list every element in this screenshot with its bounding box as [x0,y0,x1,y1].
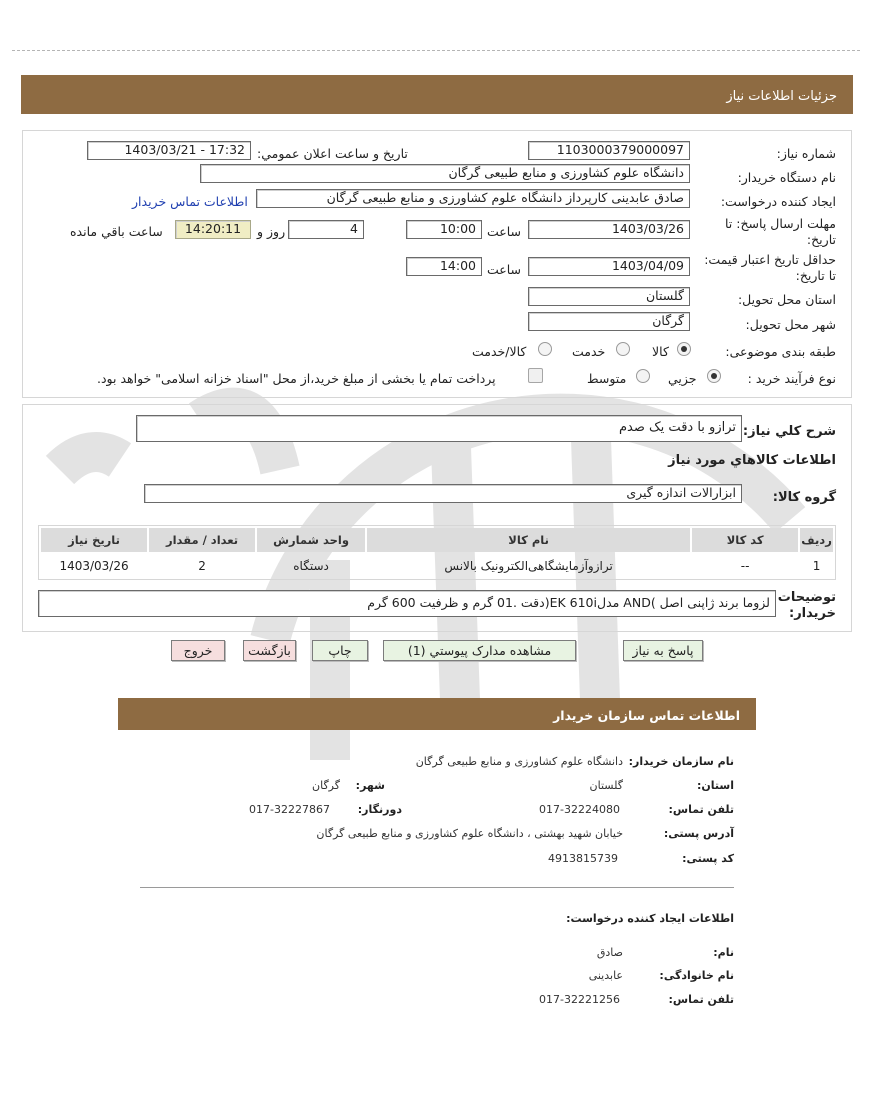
days-field: 4 [288,220,364,239]
row-qty-cell: 2 [198,559,206,573]
validity-time-label: ساعت [487,262,522,277]
goods-group-label: گروه کالا: [772,490,836,505]
process-medium-radio[interactable] [636,369,650,383]
category-both-radio[interactable] [538,342,552,356]
contact-title: اطلاعات تماس سازمان خریدار [553,708,740,723]
city-label: شهر محل تحویل: [745,317,836,332]
contact-fax-label: دورنگار: [357,803,402,816]
category-label: طبقه بندی موضوعی: [725,344,836,359]
col-row-header: رديف [800,528,833,552]
creator-field: صادق عابدینی کارپرداز دانشگاه علوم کشاورزی و منابع طبیعی گرگان [256,189,690,208]
buyer-notes-field: لزوما برند ژاپنی اصل )AND مدلEK 610i(دقت .01 گرم و ظرفیت 600 گرم [38,590,776,617]
contact-postal-value: 4913815739 [548,852,618,865]
contact-address-value: خیابان شهید بهشتی ، دانشگاه علوم کشاورزی و منابع طبیعی گرگان [316,827,623,840]
creator-name-value: صادق [596,946,623,959]
buyer-notes-label: توضیحات خریدار: [777,590,836,621]
col-name-header: نام کالا [367,528,690,552]
process-label: نوع فرآیند خرید : [747,371,836,386]
category-goods-radio[interactable] [677,342,691,356]
validity-date-field: 1403/04/09 [528,257,690,276]
contact-province-value: گلستان [589,779,623,792]
need-number-label: شماره نیاز: [776,146,836,161]
contact-city-label: شهر: [355,779,385,792]
need-number-field: 1103000379000097 [528,141,690,160]
exit-button[interactable]: خروج [171,640,225,661]
row-date-cell: 1403/03/26 [59,559,129,573]
contact-province-label: استان: [697,779,734,792]
creator-family-value: عابدینی [588,969,623,982]
province-field: گلستان [528,287,690,306]
top-divider [12,50,860,51]
deadline-date-field: 1403/03/26 [528,220,690,239]
treasury-payment-checkbox[interactable] [528,368,543,383]
table-row [41,554,833,578]
buyer-contact-link[interactable]: اطلاعات تماس خریدار [132,194,248,209]
creator-name-label: نام: [713,946,734,959]
details-header [21,75,853,114]
contact-phone-label: تلفن تماس: [668,803,734,816]
days-label: روز و [257,224,286,239]
process-minor-radio[interactable] [707,369,721,383]
contact-org-label: نام سازمان خریدار: [628,755,734,768]
announce-label: تاريخ و ساعت اعلان عمومي: [257,146,408,161]
goods-group-field: ابزارالات اندازه گیری [144,484,742,503]
treasury-payment-note: پرداخت تمام یا بخشی از مبلغ خرید،از محل "اسناد خزانه اسلامی" خواهد بود. [97,371,496,386]
category-goods-label: کالا [652,344,669,359]
details-title: جزئیات اطلاعات نیاز [726,89,837,104]
description-field: ترازو با دقت یک صدم [136,415,742,442]
contact-postal-label: کد پستی: [682,852,734,865]
creator-label: ایجاد کننده درخواست: [720,194,836,209]
creator-phone-label: تلفن تماس: [668,993,734,1006]
contact-divider [140,887,734,888]
creator-phone-value: 017-32221256 [539,993,620,1006]
category-service-radio[interactable] [616,342,630,356]
reply-button[interactable]: پاسخ به نیاز [623,640,703,661]
col-unit-header: واحد شمارش [257,528,365,552]
validity-label: حداقل تاریخ اعتبار قیمت: تا تاریخ: [704,252,836,283]
creator-family-label: نام خانوادگی: [659,969,734,982]
validity-time-field: 14:00 [406,257,482,276]
category-service-label: خدمت [572,344,606,359]
col-date-header: تاریخ نیاز [41,528,147,552]
remaining-label: ساعت باقي مانده [70,224,163,239]
items-table [39,526,835,580]
row-code-cell: -- [740,559,750,573]
row-number-cell: 1 [812,559,821,573]
col-qty-header: تعداد / مقدار [149,528,255,552]
description-label: شرح كلي نياز: [742,424,836,439]
deadline-time-field: 10:00 [406,220,482,239]
contact-fax-value: 017-32227867 [249,803,330,816]
deadline-time-label: ساعت [487,224,522,239]
row-unit-cell: دستگاه [293,559,329,573]
items-table-header-row [41,528,833,552]
deadline-label: مهلت ارسال پاسخ: تا تاریخ: [725,216,836,247]
contact-header [118,698,756,730]
remaining-time-field: 14:20:11 [175,220,251,239]
print-button[interactable]: چاپ [312,640,368,661]
buyer-label: نام دستگاه خریدار: [737,170,836,185]
items-heading: اطلاعات كالاهاي مورد نياز [668,453,836,468]
contact-phone-value: 017-32224080 [539,803,620,816]
creator-info-heading: اطلاعات ایجاد کننده درخواست: [566,912,734,925]
process-minor-label: جزیي [668,371,697,386]
view-attachments-button[interactable]: مشاهده مدارک پیوستي (1) [383,640,576,661]
contact-org-value: دانشگاه علوم کشاورزی و منابع طبیعی گرگان [415,755,623,768]
back-button[interactable]: بازگشت [243,640,296,661]
city-field: گرگان [528,312,690,331]
category-both-label: کالا/خدمت [472,344,527,359]
col-code-header: کد کالا [692,528,798,552]
announce-field: 1403/03/21 - 17:32 [87,141,251,160]
contact-city-value: گرگان [312,779,340,792]
buyer-field: دانشگاه علوم کشاورزی و منابع طبیعی گرگان [200,164,690,183]
contact-address-label: آدرس پستی: [663,827,734,840]
province-label: استان محل تحویل: [737,292,836,307]
row-name-cell: ترازوآزمایشگاهی‌الکترونیک بالانس [444,559,613,573]
process-medium-label: متوسط [587,371,627,386]
